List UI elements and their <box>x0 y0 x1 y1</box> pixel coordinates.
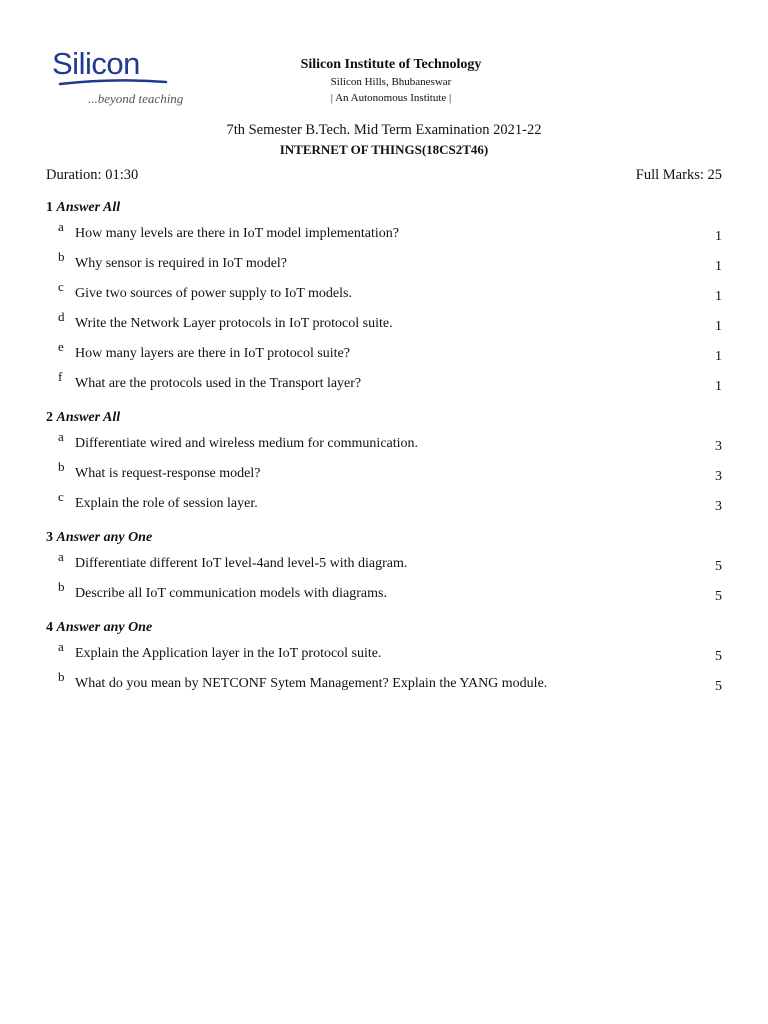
question-letter: b <box>58 669 65 684</box>
question-marks: 1 <box>715 349 722 364</box>
question-letter: b <box>58 579 65 594</box>
question-marks: 1 <box>715 379 722 394</box>
question-text: What is request-response model? <box>75 466 261 481</box>
question-letter: f <box>58 369 63 384</box>
full-marks-label: Full Marks: 25 <box>635 167 722 183</box>
question-row <box>0 579 768 615</box>
section-instruction: Answer All <box>56 410 121 425</box>
question-letter: e <box>58 339 64 354</box>
question-row <box>0 249 768 285</box>
section-number: 2 <box>46 410 53 425</box>
question-marks: 5 <box>715 589 722 604</box>
question-row <box>0 309 768 345</box>
question-text: What do you mean by NETCONF Sytem Management? Explain the YANG module. <box>75 676 548 691</box>
question-row <box>0 219 768 255</box>
question-row <box>0 369 768 405</box>
section-heading <box>46 529 152 547</box>
section-number: 1 <box>46 200 53 215</box>
question-marks: 5 <box>715 649 722 664</box>
section-number: 3 <box>46 530 53 545</box>
question-letter: a <box>58 639 64 654</box>
question-letter: b <box>58 459 65 474</box>
question-letter: c <box>58 489 64 504</box>
question-row <box>0 489 768 525</box>
institute-subtitle: | An Autonomous Institute | <box>330 92 452 104</box>
question-text: Differentiate different IoT level-4and level-5 with diagram. <box>75 556 408 571</box>
question-text: How many layers are there in IoT protocol suite? <box>75 346 350 361</box>
question-letter: d <box>58 309 65 324</box>
question-text: Explain the Application layer in the IoT protocol suite. <box>75 646 382 661</box>
section-number: 4 <box>46 620 53 635</box>
section-instruction: Answer All <box>56 200 121 215</box>
question-marks: 3 <box>715 469 722 484</box>
question-row <box>0 339 768 375</box>
logo-wordmark: Silicon <box>52 46 140 81</box>
question-letter: a <box>58 219 64 234</box>
question-text: Describe all IoT communication models with diagrams. <box>75 586 387 601</box>
exam-title: 7th Semester B.Tech. Mid Term Examination 2021-22 <box>226 122 542 138</box>
institute-header <box>280 56 502 106</box>
institute-name: Silicon Institute of Technology <box>300 57 482 72</box>
section-instruction: Answer any One <box>56 530 153 545</box>
question-marks: 5 <box>715 679 722 694</box>
duration-label: Duration: 01:30 <box>46 167 139 183</box>
question-row <box>0 639 768 675</box>
question-marks: 1 <box>715 319 722 334</box>
question-row <box>0 429 768 465</box>
question-text: Explain the role of session layer. <box>75 496 258 511</box>
question-row <box>0 669 768 705</box>
question-text: How many levels are there in IoT model implementation? <box>75 226 399 241</box>
question-marks: 5 <box>715 559 722 574</box>
question-text: Give two sources of power supply to IoT models. <box>75 286 352 301</box>
question-marks: 3 <box>715 439 722 454</box>
institute-logo <box>52 46 202 112</box>
question-letter: a <box>58 429 64 444</box>
question-letter: b <box>58 249 65 264</box>
question-letter: a <box>58 549 64 564</box>
question-text: Write the Network Layer protocols in IoT protocol suite. <box>75 316 393 331</box>
section-heading <box>46 409 120 427</box>
question-marks: 1 <box>715 259 722 274</box>
section-heading <box>46 199 120 217</box>
logo-tagline: ...beyond teaching <box>88 91 184 106</box>
question-row <box>0 279 768 315</box>
question-text: Differentiate wired and wireless medium for communication. <box>75 436 419 451</box>
institute-location: Silicon Hills, Bhubaneswar <box>330 76 452 88</box>
question-text: What are the protocols used in the Transport layer? <box>75 376 362 391</box>
question-row <box>0 549 768 585</box>
question-marks: 1 <box>715 289 722 304</box>
question-marks: 3 <box>715 499 722 514</box>
section-instruction: Answer any One <box>56 620 153 635</box>
question-marks: 1 <box>715 229 722 244</box>
section-heading <box>46 619 152 637</box>
subject-title: INTERNET OF THINGS(18CS2T46) <box>279 142 489 157</box>
question-text: Why sensor is required in IoT model? <box>75 256 288 271</box>
question-row <box>0 459 768 495</box>
question-letter: c <box>58 279 64 294</box>
